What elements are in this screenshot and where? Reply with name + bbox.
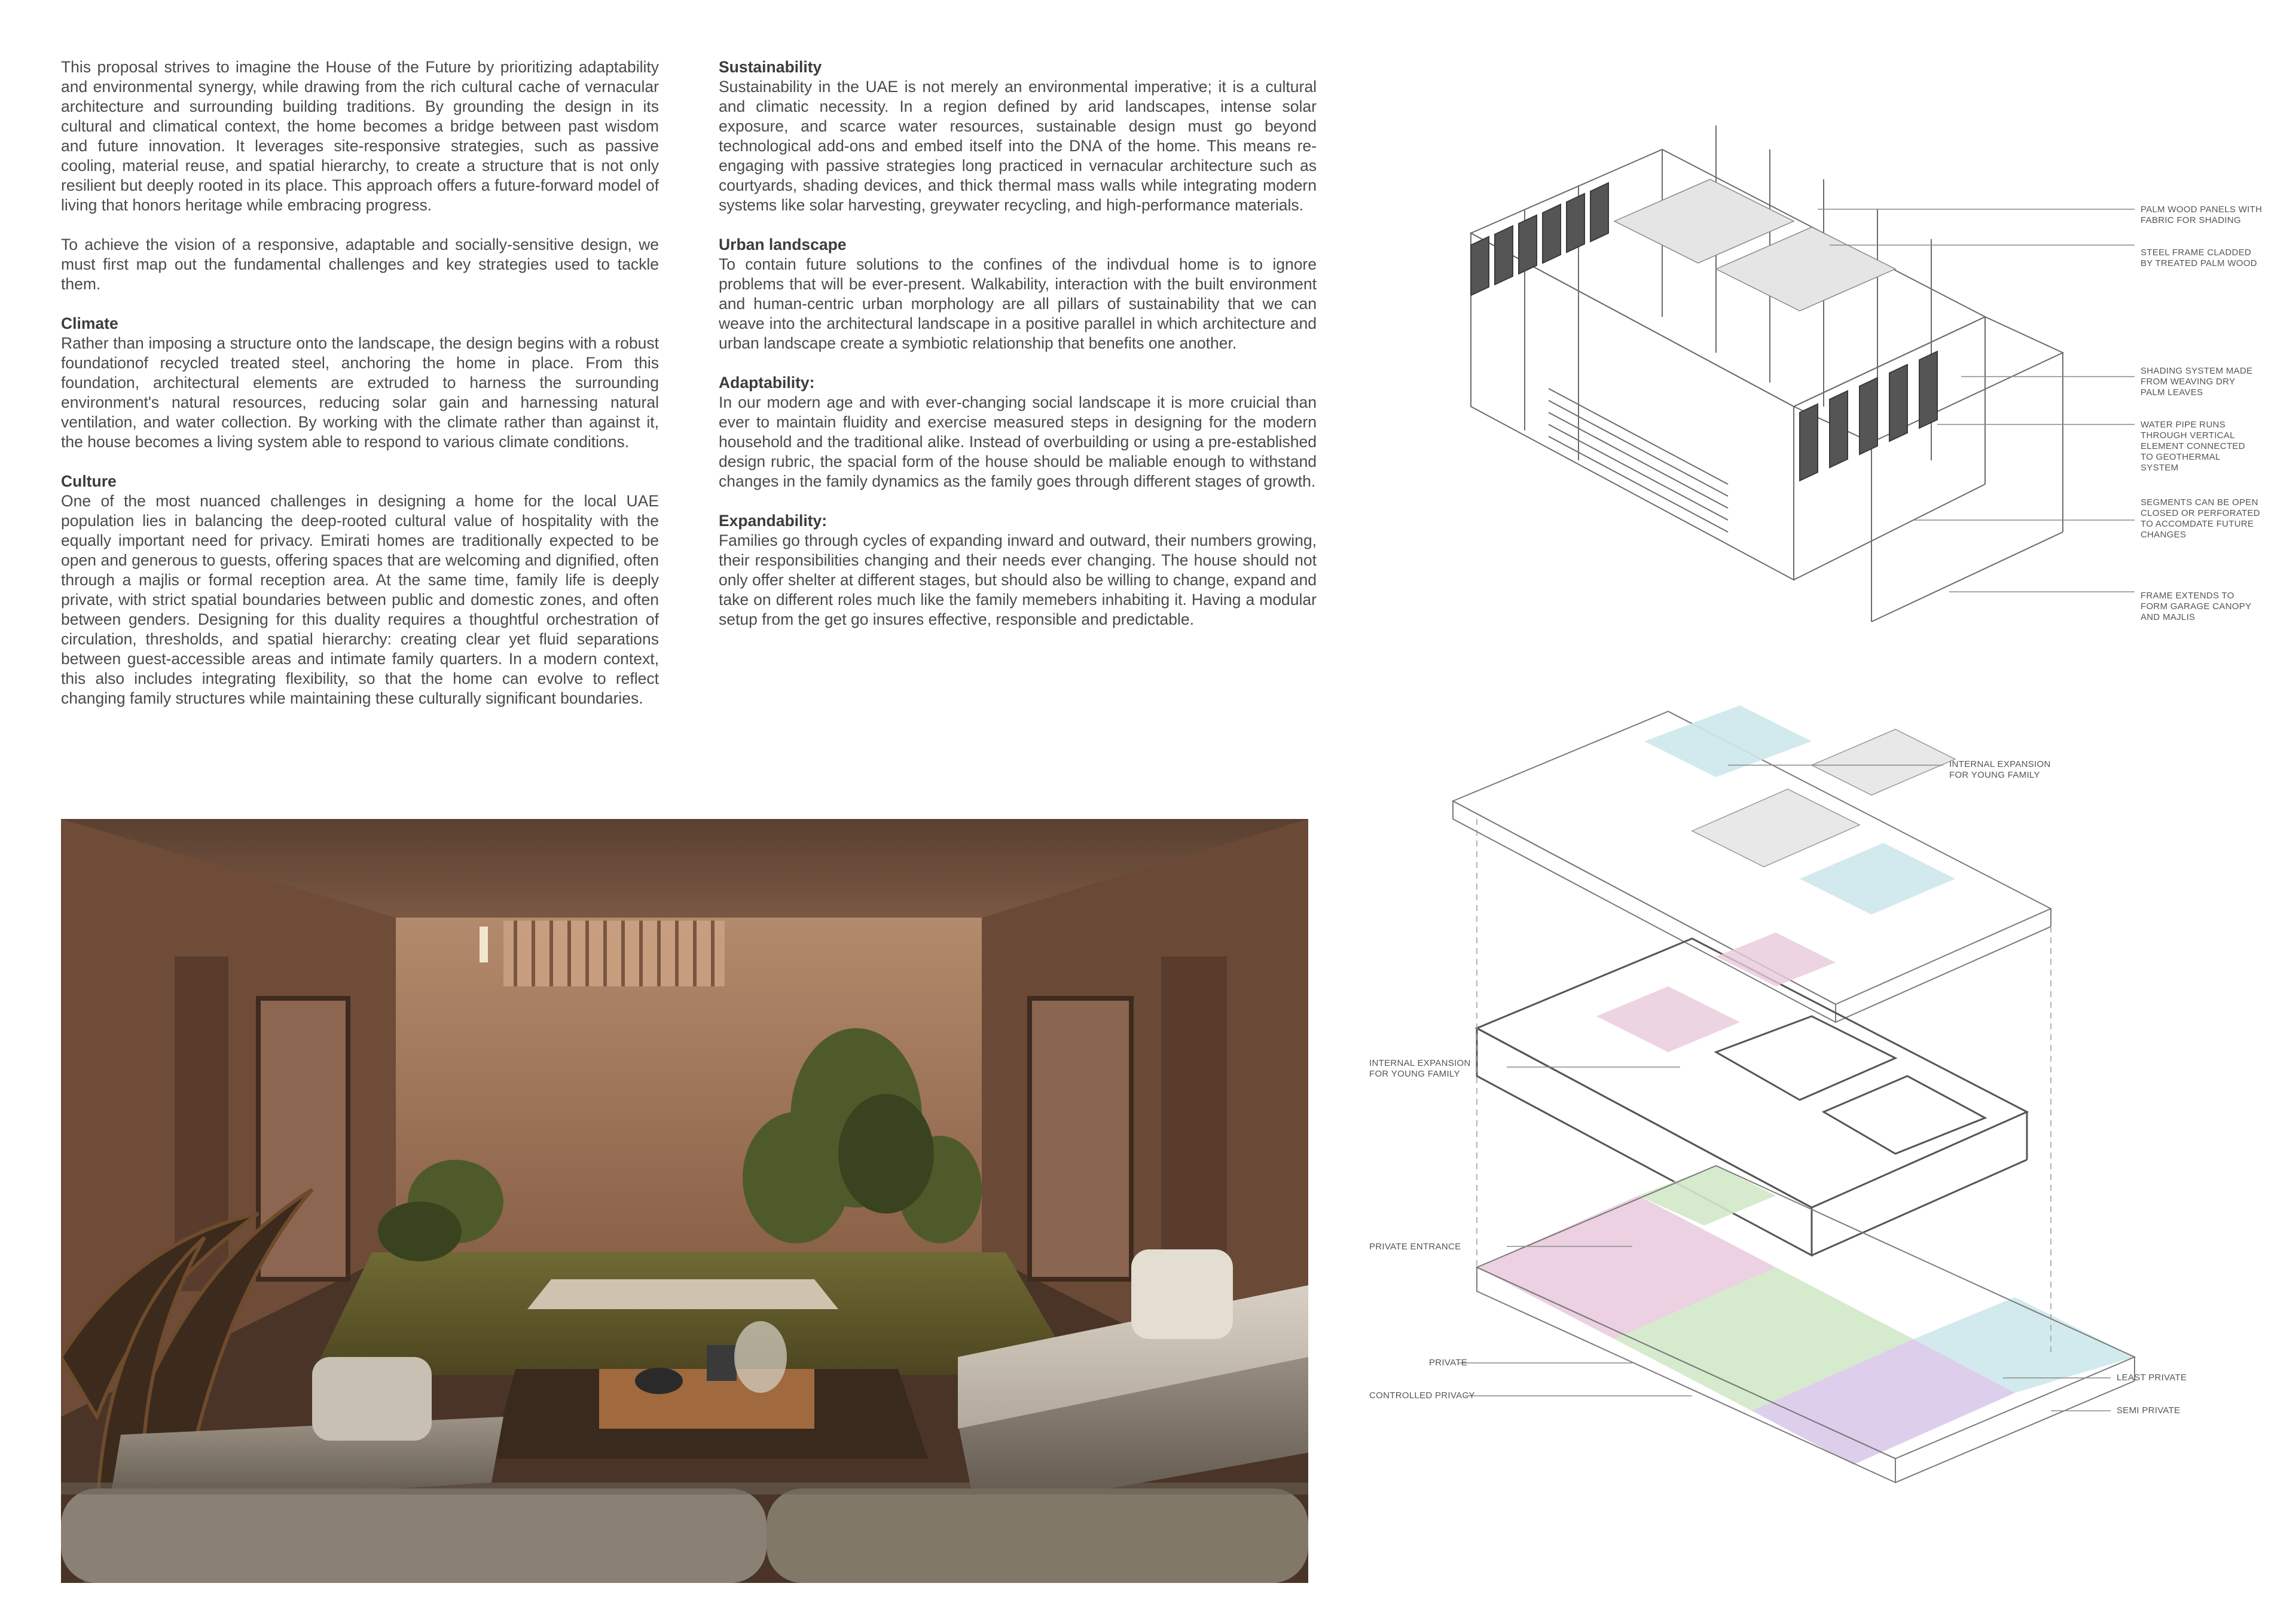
callout-line: BY TREATED PALM WOOD [2141,258,2257,268]
callout-middle-expansion [1369,1058,1471,1080]
callout-line: TO ACCOMDATE FUTURE [2141,519,2254,529]
adaptability-section [719,373,1317,491]
climate-body: Rather than imposing a structure onto the landscape, the design begins with a robust foundationof recycled treated steel, anchoring the home in place. From this foundation, architectural elements are extruded to harness the surrounding environment's natural resources, reducing solar gain and harnessing natural ventilation, and water collection. By working with the climate rather than against it, the house becomes a living system able to respond to various climate conditions. [61,334,659,451]
culture-section [61,472,659,708]
callout-line: PALM WOOD PANELS WITH [2141,204,2263,215]
callout-line: FOR YOUNG FAMILY [1369,1069,1460,1079]
expandability-body: Families go through cycles of expanding inward and outward, their numbers growing, their responsibilities changing and their needs ever changing. The house should not only offer shelter at different stages, but should also be willing to change, expand and take on different roles much like the family memebers inhabiting it. Having a modular setup from the get go insures effective, responsible and predictable. [719,531,1317,628]
callout-line: CLOSED OR PERFORATED [2141,508,2260,518]
callout-line: FRAME EXTENDS TO [2141,591,2234,601]
callout-line: WATER PIPE RUNS [2141,420,2226,430]
callout-controlled-privacy: CONTROLLED PRIVACY [1369,1390,1475,1401]
sustainability-heading: Sustainability [719,58,822,76]
callout-private: PRIVATE [1429,1358,1468,1368]
climate-heading: Climate [61,314,118,332]
callout-semi-private: SEMI PRIVATE [2117,1405,2181,1416]
adaptability-heading: Adaptability: [719,374,815,392]
callout-line: TO GEOTHERMAL [2141,452,2221,462]
callout-line: FOR YOUNG FAMILY [1949,770,2040,780]
urban-body: To contain future solutions to the confines of the indivdual home is to ignore problems that will be ever-present. Walkability, interaction with the built environment and human-centric urban morphology are all pillars of sustainability that we can weave into the architectural landscape in a positive parallel in which architecture and urban landscape create a symbiotic relationship that benefits one another. [719,255,1317,352]
courtyard-render-drawing [61,819,1308,1583]
callout-water-pipe [2141,420,2245,473]
expandability-heading: Expandability: [719,512,828,530]
callout-private-entrance: PRIVATE ENTRANCE [1369,1242,1461,1252]
callout-frame-extends [2141,591,2251,623]
callout-line: FABRIC FOR SHADING [2141,215,2241,225]
courtyard-render-image [61,819,1308,1583]
urban-heading: Urban landscape [719,236,847,253]
callout-line: SYSTEM [2141,463,2179,473]
callout-shading-system [2141,366,2252,398]
callout-line: CHANGES [2141,530,2187,540]
callout-line: FORM GARAGE CANOPY [2141,601,2252,612]
climate-section [61,314,659,452]
callout-line: STEEL FRAME CLADDED [2141,247,2252,258]
callout-line: ELEMENT CONNECTED [2141,441,2245,451]
sustainability-body: Sustainability in the UAE is not merely an environmental imperative; it is a cultural and climatic necessity. In a region defined by arid landscapes, intense solar exposure, and scarce water resources, sustainable design must go beyond technological add-ons and embed itself into the DNA of the home. This means re-engaging with passive strategies long practiced in vernacular architecture such as courtyards, shading devices, and thick thermal mass walls while integrating modern systems like solar harvesting, greywater recycling, and high-performance materials. [719,78,1317,214]
exploded-privacy-drawing [1357,681,2284,1596]
callout-line: SEGMENTS CAN BE OPEN [2141,497,2258,508]
callout-least-private: LEAST PRIVATE [2117,1373,2187,1383]
callout-segments [2141,497,2260,540]
callout-roof-expansion [1949,759,2051,781]
exploded-privacy-diagram [1357,681,2284,1596]
intro-paragraph-2: To achieve the vision of a responsive, adaptable and socially-sensitive design, we must first map out the fundamental challenges and key strategies used to tackle them. [61,236,659,293]
text-column-left [61,57,659,728]
urban-section [719,235,1317,353]
sustainability-section [719,57,1317,215]
culture-body: One of the most nuanced challenges in designing a home for the local UAE population lies in balancing the deep-rooted cultural value of hospitality with the equally important need for privacy. Emirati homes are traditionally expected to be open and generous to guests, offering spaces that are welcoming and dignified, often through a majlis or formal reception area. At the same time, family life is deeply private, with strict spatial boundaries between public and domestic zones, and often between genders. Designing for this duality requires a thoughtful orchestration of circulation, thresholds, and spatial hierarchy: creating clear yet fluid separations between guest-accessible areas and intimate family quarters. In a modern context, this also includes integrating flexibility, so that the home can evolve to reflect changing family structures while maintaining these culturally significant boundaries. [61,492,659,707]
culture-heading: Culture [61,472,117,490]
callout-line: AND MAJLIS [2141,612,2196,622]
callout-steel-frame [2141,247,2257,269]
text-column-right [719,57,1317,649]
callout-line: SHADING SYSTEM MADE [2141,366,2253,376]
expandability-section [719,511,1317,629]
callout-palm-wood-panels [2141,204,2262,226]
callout-line: INTERNAL EXPANSION [1369,1058,1471,1068]
callout-line: PALM LEAVES [2141,387,2203,398]
callout-line: INTERNAL EXPANSION [1949,759,2051,769]
intro-paragraph: This proposal strives to imagine the House of the Future by prioritizing adaptability and environmental synergy, while drawing from the rich cultural cache of vernacular architecture and surrounding building traditions. By grounding the design in its cultural and climatical context, the home becomes a bridge between past wisdom and future innovation. It leverages site-responsive strategies, such as passive cooling, material reuse, and spatial hierarchy, to create a structure that is not only resilient but deeply rooted in its place. This approach offers a future-forward model of living that honors heritage while embracing progress. [61,58,659,214]
structure-axonometric-diagram [1459,126,2284,664]
callout-line: FROM WEAVING DRY [2141,377,2236,387]
adaptability-body: In our modern age and with ever-changing social landscape it is more cruicial than ever to maintain fluidity and exercise measured steps in designing for the modern household and the traditional alike. Instead of overbuilding or using a pre-established design rubric, the spacial form of the house should be maliable enough to withstand changes in the family dynamics as the family goes through different stages of growth. [719,393,1317,490]
callout-line: THROUGH VERTICAL [2141,430,2235,441]
